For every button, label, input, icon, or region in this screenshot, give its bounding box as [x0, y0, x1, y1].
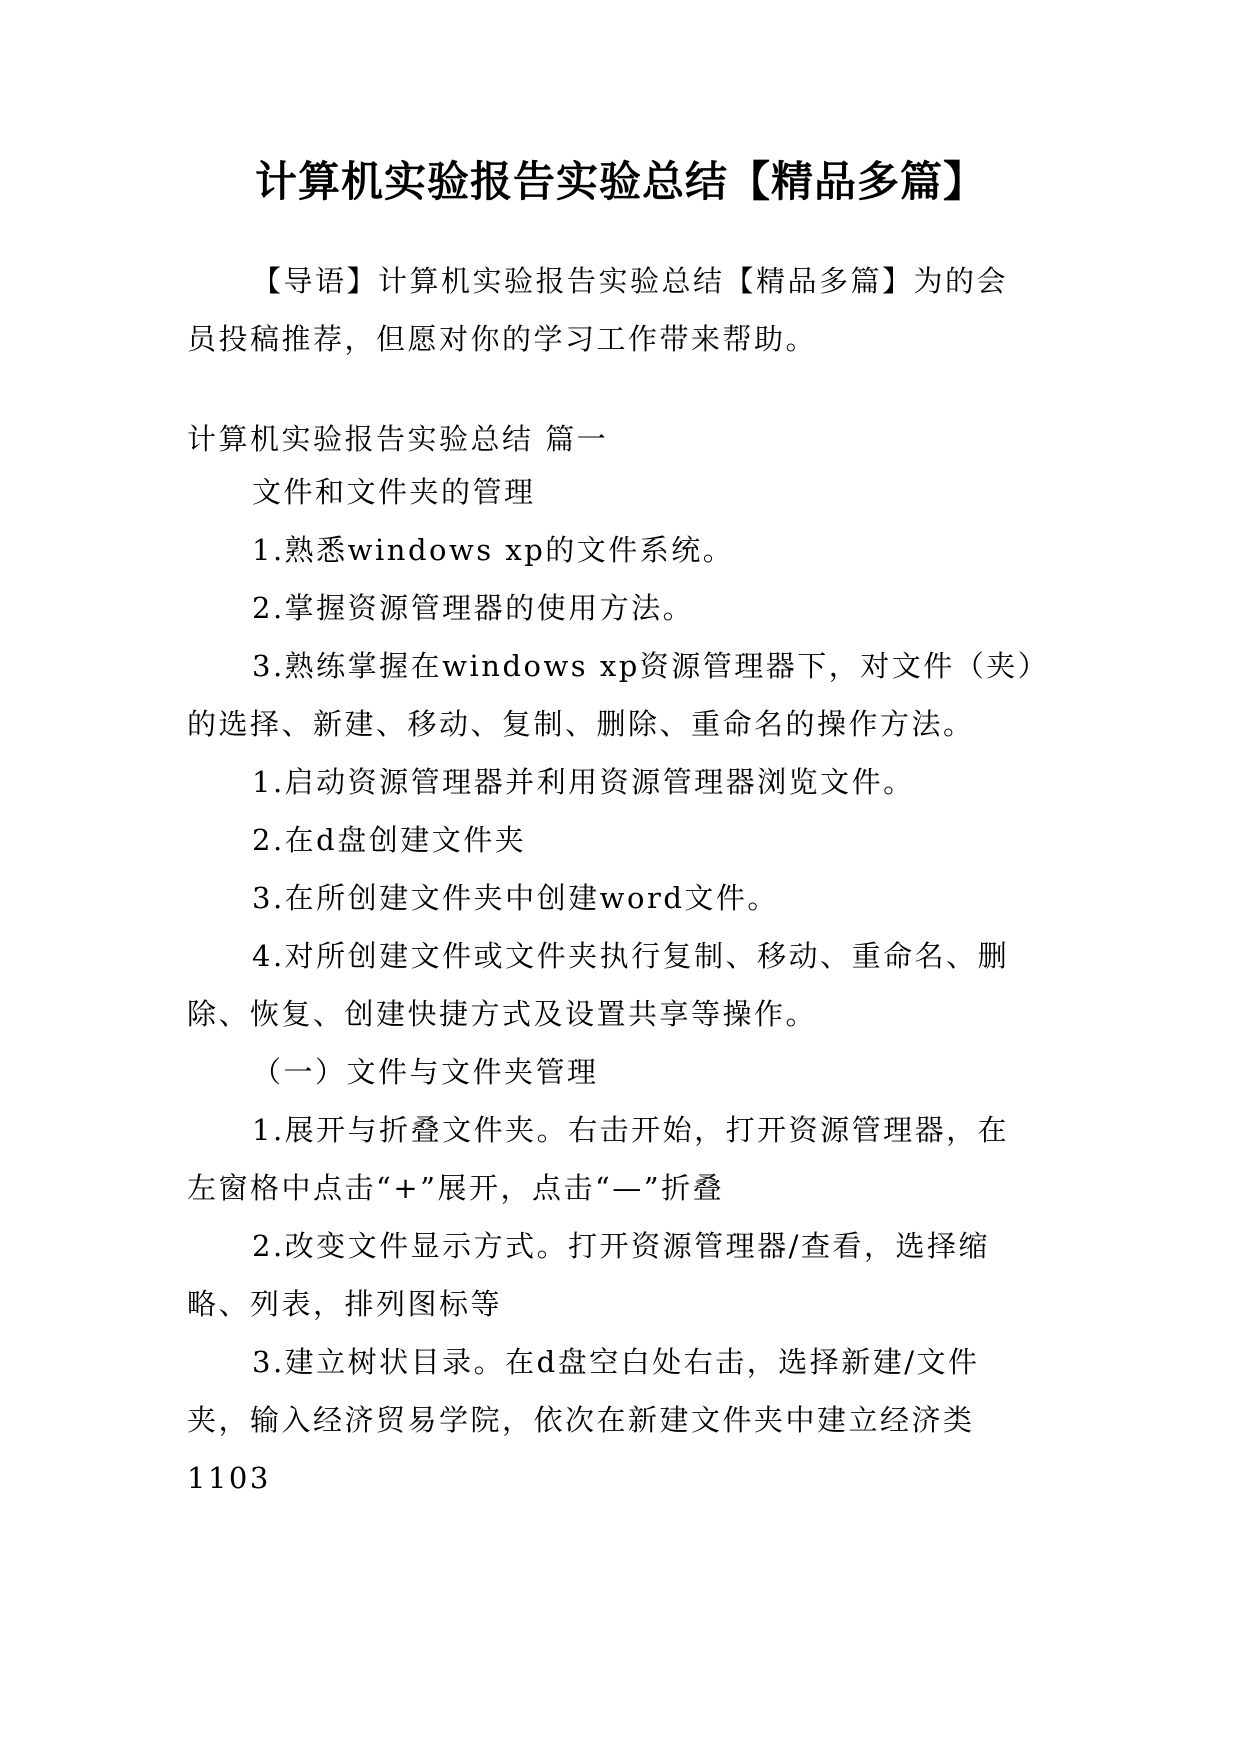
intro-line-2: 员投稿推荐，但愿对你的学习工作带来帮助。 [187, 322, 818, 356]
intro-paragraph [187, 252, 1057, 368]
paragraph-line: 1.熟悉windows xp的文件系统。 [252, 533, 735, 567]
paragraph-line: 3.建立树状目录。在d盘空白处右击，选择新建/文件 [252, 1345, 980, 1379]
paragraph-line: 左窗格中点击“+”展开，点击“—”折叠 [187, 1171, 725, 1205]
paragraph-line: 的选择、新建、移动、复制、删除、重命名的操作方法。 [187, 707, 975, 741]
paragraph-line: 3.熟练掌握在windows xp资源管理器下，对文件（夹） [252, 649, 1050, 683]
paragraph-line: 3.在所创建文件夹中创建word文件。 [252, 881, 779, 915]
paragraph-line: 夹，输入经济贸易学院，依次在新建文件夹中建立经济类 [187, 1403, 975, 1437]
paragraph-line: 1.展开与折叠文件夹。右击开始，打开资源管理器，在 [252, 1113, 1010, 1147]
section-body [187, 463, 1057, 1507]
document-title: 计算机实验报告实验总结【精品多篇】 [254, 157, 986, 206]
paragraph-line: 4.对所创建文件或文件夹执行复制、移动、重命名、删 [252, 939, 1010, 973]
section-heading-text: 计算机实验报告实验总结 篇一 [187, 422, 609, 456]
paragraph-line: 除、恢复、创建快捷方式及设置共享等操作。 [187, 997, 818, 1031]
paragraph-line: 1103 [187, 1461, 271, 1495]
intro-line-1: 【导语】计算机实验报告实验总结【精品多篇】为的会 [252, 264, 1009, 298]
paragraph-line: （一）文件与文件夹管理 [252, 1055, 599, 1089]
paragraph-line: 2.在d盘创建文件夹 [252, 823, 527, 857]
section-heading [187, 410, 1057, 468]
paragraph-line: 2.掌握资源管理器的使用方法。 [252, 591, 695, 625]
paragraph-line: 1.启动资源管理器并利用资源管理器浏览文件。 [252, 765, 915, 799]
paragraph-line: 文件和文件夹的管理 [252, 475, 536, 509]
paragraph-line: 略、列表，排列图标等 [187, 1287, 503, 1321]
paragraph-line: 2.改变文件显示方式。打开资源管理器/查看，选择缩 [252, 1229, 990, 1263]
